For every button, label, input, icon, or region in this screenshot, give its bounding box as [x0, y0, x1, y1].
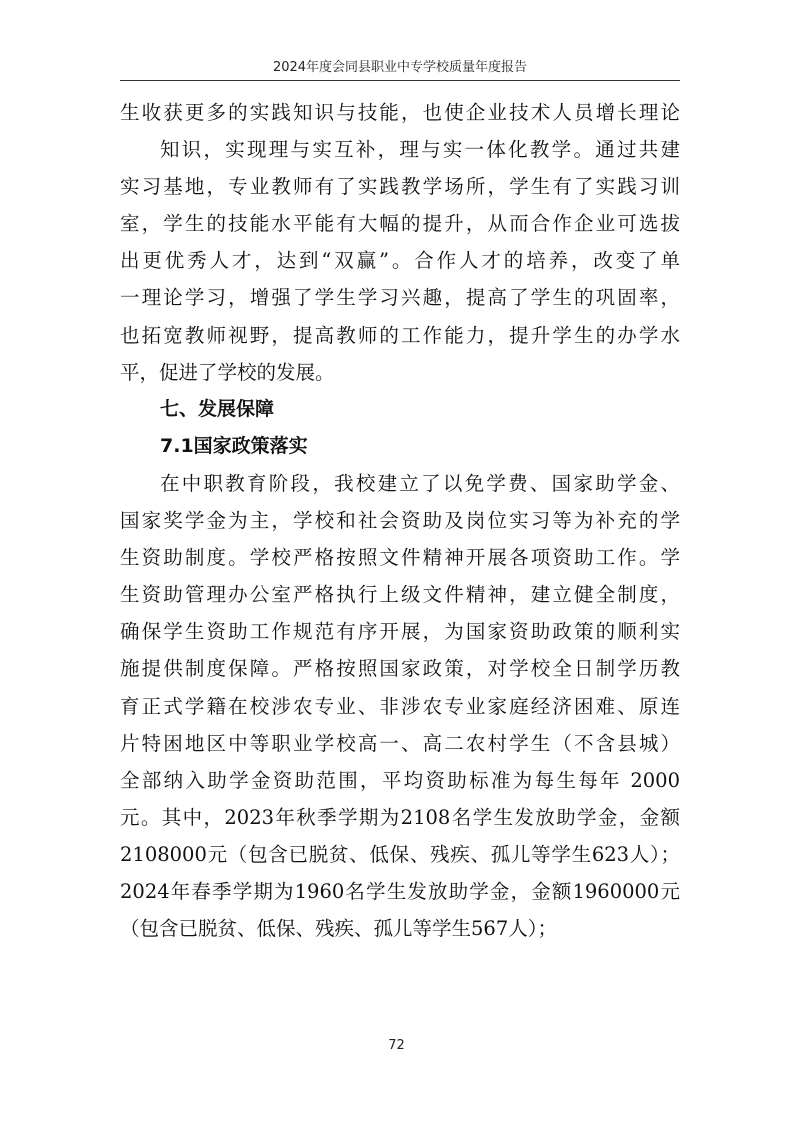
paragraph-line: （包含已脱贫、低保、残疾、孤儿等学生567人）； — [120, 917, 557, 941]
paragraph-line: 平，促进了学校的发展。 — [120, 360, 335, 384]
paragraph-line: 确保学生资助工作规范有序开展，为国家资助政策的顺利实 — [120, 620, 680, 644]
header-divider — [120, 80, 680, 81]
paragraph-line: 2024年春季学期为1960名学生发放助学金，金额1960000元 — [120, 879, 680, 903]
paragraph-line: 出更优秀人才，达到“双赢”。合作人才的培养，改变了单 — [120, 249, 680, 273]
subsection-heading: 7.1国家政策落实 — [160, 434, 308, 457]
paragraph-line: 片特困地区中等职业学校高一、高二农村学生（不含县城） — [120, 731, 680, 755]
running-header: 2024年度会同县职业中专学校质量年度报告 — [272, 60, 528, 75]
paragraph-line: 元。其中，2023年秋季学期为2108名学生发放助学金，金额 — [120, 805, 680, 829]
paragraph-line: 也拓宽教师视野，提高教师的工作能力，提升学生的办学水 — [120, 323, 680, 347]
paragraph-line: 生收获更多的实践知识与技能，也使企业技术人员增长理论 — [120, 101, 680, 124]
paragraph-line: 施提供制度保障。严格按照国家政策，对学校全日制学历教 — [120, 657, 680, 681]
paragraph-line: 知识，实现理与实互补，理与实一体化教学。通过共建 — [160, 138, 680, 162]
paragraph-line: 2108000元（包含已脱贫、低保、残疾、孤儿等学生623人）； — [120, 842, 680, 866]
paragraph-line: 一理论学习，增强了学生学习兴趣，提高了学生的巩固率， — [120, 286, 680, 310]
paragraph-line: 国家奖学金为主，学校和社会资助及岗位实习等为补充的学 — [120, 509, 680, 533]
paragraph-line: 育正式学籍在校涉农专业、非涉农专业家庭经济困难、原连 — [120, 694, 680, 718]
paragraph-line: 实习基地，专业教师有了实践教学场所，学生有了实践习训 — [120, 175, 680, 199]
paragraph-line: 生资助制度。学校严格按照文件精神开展各项资助工作。学 — [120, 546, 680, 570]
document-body — [120, 94, 680, 947]
paragraph-line: 室，学生的技能水平能有大幅的提升，从而合作企业可选拔 — [120, 212, 680, 236]
paragraph-line: 生资助管理办公室严格执行上级文件精神，建立健全制度， — [120, 583, 680, 607]
page-number: 72 — [388, 1038, 405, 1053]
paragraph-line: 全部纳入助学金资助范围，平均资助标准为每生每年 2000 — [120, 768, 680, 792]
section-heading: 七、发展保障 — [160, 397, 275, 420]
paragraph-line: 在中职教育阶段，我校建立了以免学费、国家助学金、 — [160, 471, 680, 495]
